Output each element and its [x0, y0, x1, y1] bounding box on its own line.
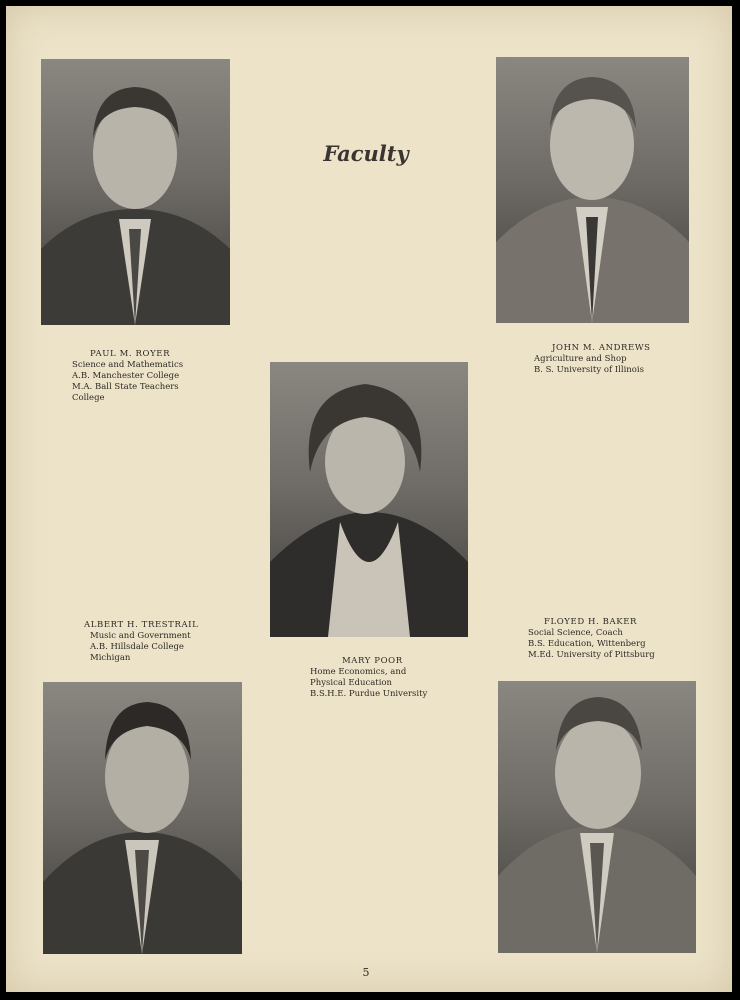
caption-john-andrews: [534, 343, 651, 376]
page-title: Faculty: [323, 141, 409, 166]
faculty-detail: M.Ed. University of Pittsburg: [528, 650, 655, 660]
faculty-detail: B.S.H.E. Purdue University: [310, 689, 428, 699]
faculty-detail: Science and Mathematics: [72, 360, 184, 370]
caption-albert-trestrail: [84, 620, 198, 664]
portrait-woman-icon: [270, 362, 468, 637]
caption-floyed-baker: [528, 617, 655, 661]
photo-albert-trestrail: [43, 682, 242, 954]
faculty-detail: Social Science, Coach: [528, 628, 623, 638]
page-number: 5: [362, 966, 370, 979]
faculty-detail: B.S. Education, Wittenberg: [528, 639, 646, 649]
faculty-name: PAUL M. ROYER: [90, 349, 171, 359]
faculty-detail: A.B. Manchester College: [72, 371, 180, 381]
portrait-man-icon: [498, 681, 696, 953]
faculty-detail: Music and Government: [90, 631, 191, 641]
photo-mary-poor: [270, 362, 468, 637]
photo-paul-royer: [41, 59, 230, 325]
faculty-name: FLOYED H. BAKER: [544, 617, 637, 627]
caption-mary-poor: [310, 656, 427, 700]
faculty-detail: College: [72, 393, 105, 403]
faculty-detail: Home Economics, and: [310, 667, 407, 677]
caption-paul-royer: [72, 349, 183, 404]
faculty-detail: Physical Education: [310, 678, 392, 688]
faculty-name: ALBERT H. TRESTRAIL: [84, 620, 199, 630]
faculty-detail: Michigan: [90, 653, 131, 663]
faculty-detail: A.B. Hillsdale College: [90, 642, 184, 652]
faculty-name: MARY POOR: [342, 656, 403, 666]
faculty-name: JOHN M. ANDREWS: [552, 343, 651, 353]
photo-floyed-baker: [498, 681, 696, 953]
portrait-man-icon: [43, 682, 242, 954]
portrait-man-icon: [41, 59, 230, 325]
photo-john-andrews: [496, 57, 689, 323]
yearbook-page: [6, 6, 732, 992]
faculty-detail: Agriculture and Shop: [534, 354, 627, 364]
portrait-man-icon: [496, 57, 689, 323]
faculty-detail: M.A. Ball State Teachers: [72, 382, 179, 392]
faculty-detail: B. S. University of Illinois: [534, 365, 644, 375]
